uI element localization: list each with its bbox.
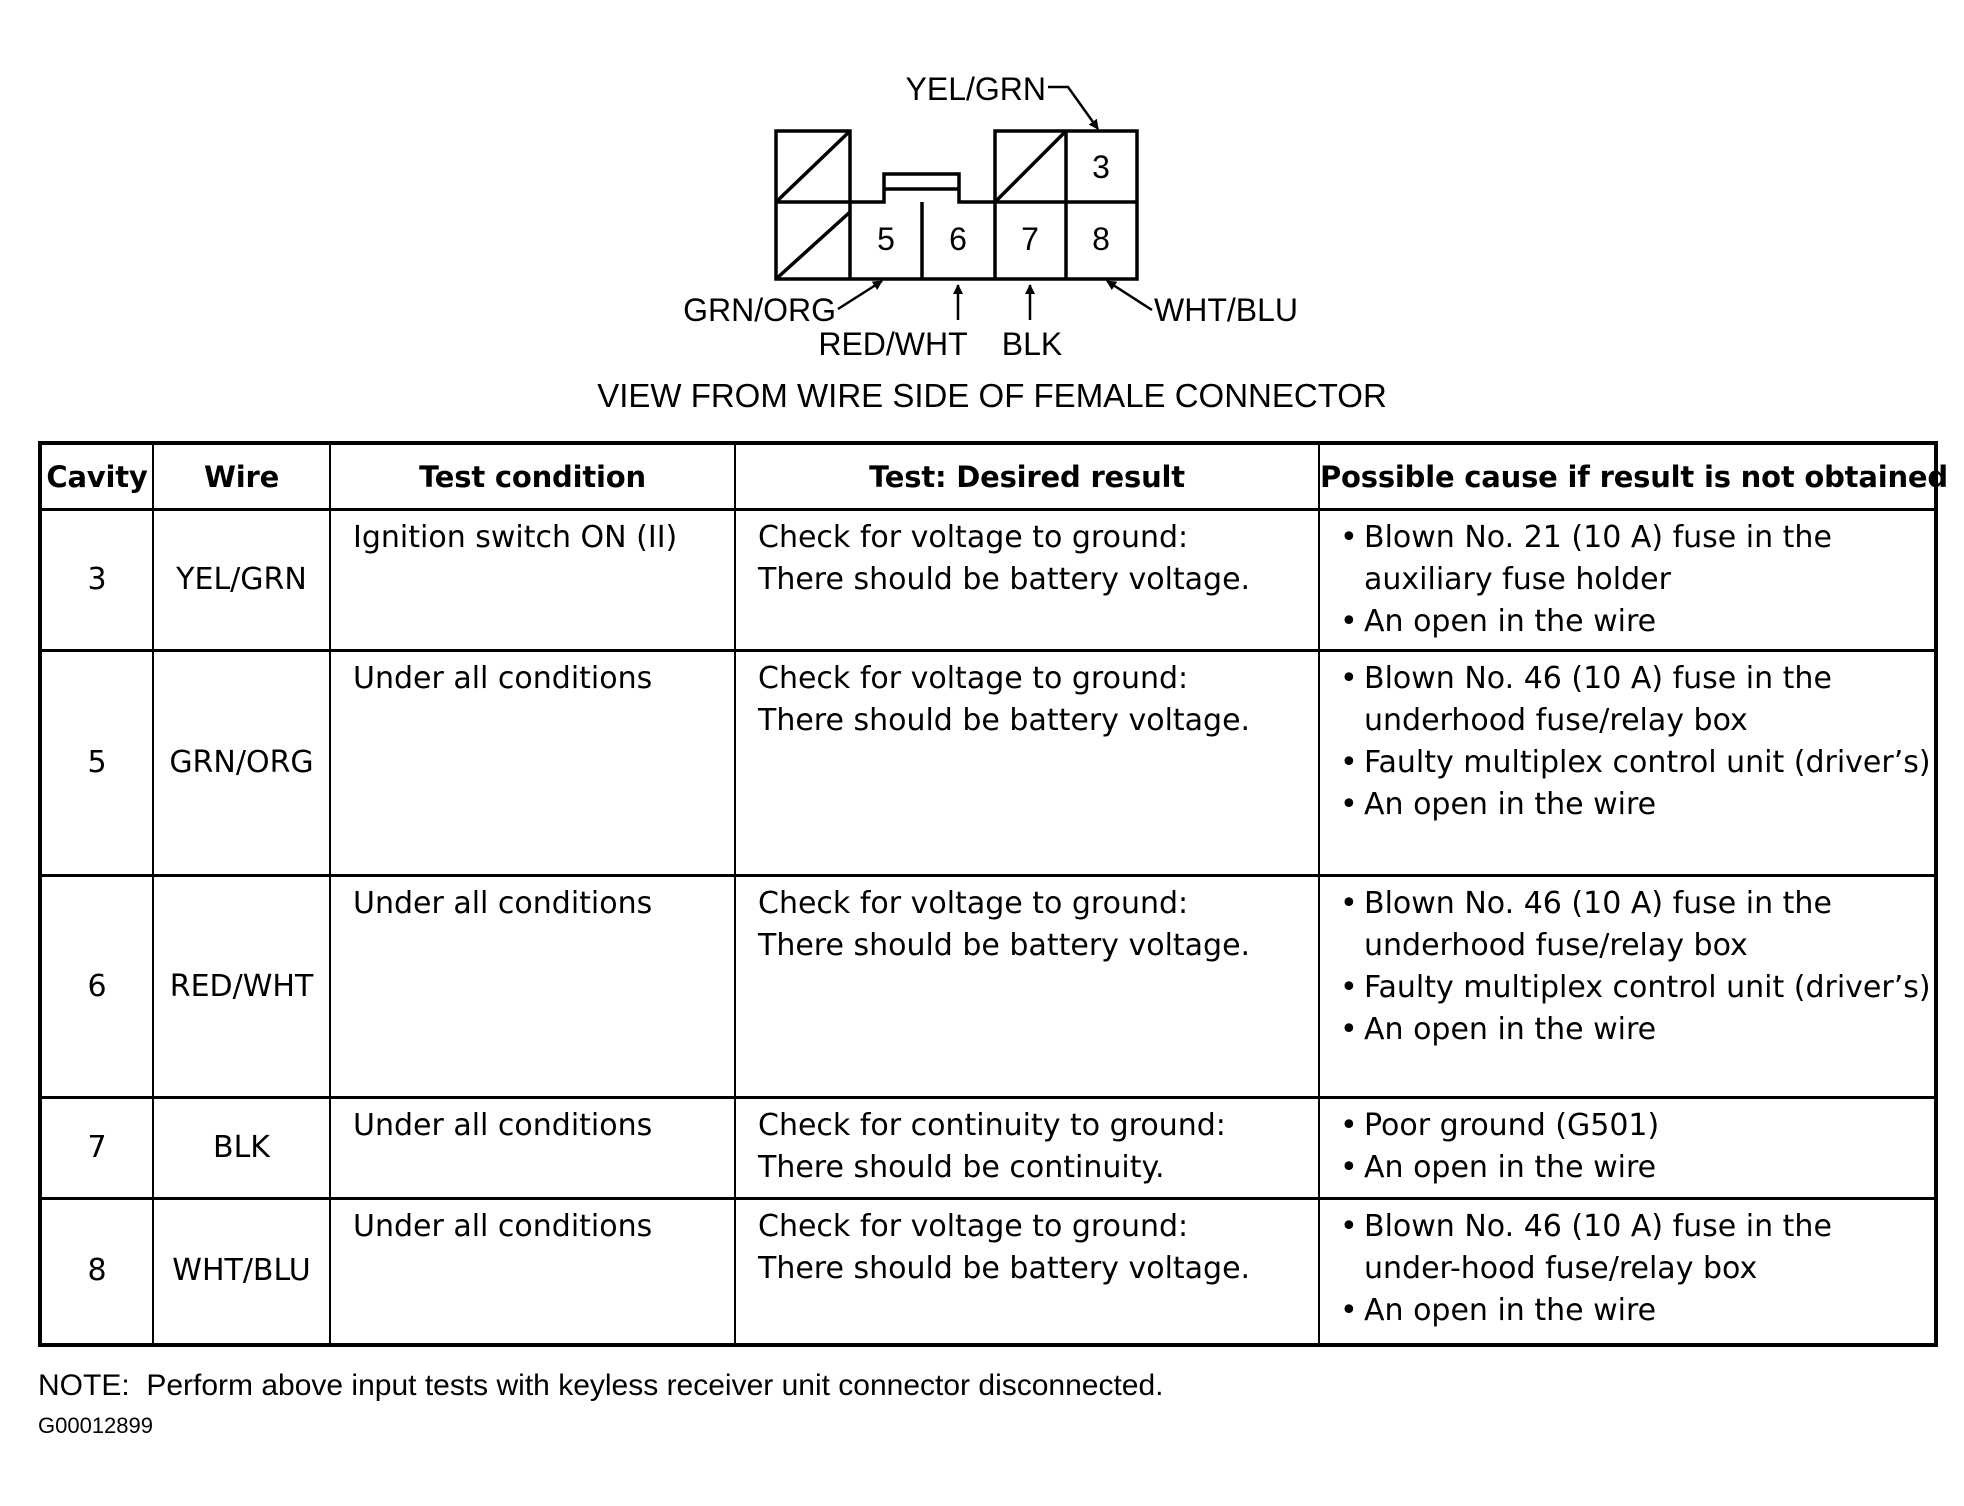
cause-cell (1319, 1098, 1936, 1199)
header-cavity: Cavity (40, 443, 153, 510)
wire-cell: BLK (153, 1098, 330, 1199)
wire-cell: RED/WHT (153, 876, 330, 1098)
wire-label-blk: BLK (1001, 326, 1063, 362)
table-row (40, 651, 1936, 876)
cavity-number-7: 7 (1021, 221, 1039, 257)
condition-cell: Under all conditions (330, 876, 735, 1098)
cause-cell (1319, 651, 1936, 876)
cavity-number-3: 3 (1092, 149, 1110, 185)
wire-label-red-wht: RED/WHT (818, 326, 968, 362)
wire-cell: GRN/ORG (153, 651, 330, 876)
header-possible-cause: Possible cause if result is not obtained (1319, 443, 1936, 510)
cause-item: • An open in the wire (1338, 1009, 1934, 1051)
wire-cell: YEL/GRN (153, 510, 330, 651)
cavity-cell: 8 (40, 1199, 153, 1345)
condition-cell: Under all conditions (330, 1098, 735, 1199)
cavity-number-5: 5 (877, 221, 895, 257)
result-line: Check for voltage to ground: (758, 520, 1189, 555)
table-row (40, 510, 1936, 651)
cause-item: • An open in the wire (1338, 1290, 1934, 1332)
table-header-row (40, 443, 1936, 510)
wire-cell: WHT/BLU (153, 1199, 330, 1345)
connector-caption: VIEW FROM WIRE SIDE OF FEMALE CONNECTOR (597, 377, 1387, 414)
cavity-number-8: 8 (1092, 221, 1110, 257)
table-row (40, 876, 1936, 1098)
connector-diagram (0, 0, 1964, 430)
cause-item: • Blown No. 21 (10 A) fuse in the auxiliary fuse holder (1338, 517, 1934, 601)
cause-item: • An open in the wire (1338, 601, 1934, 643)
cavity-number-6: 6 (949, 221, 967, 257)
cause-item: • An open in the wire (1338, 784, 1934, 826)
header-desired-result: Test: Desired result (735, 443, 1319, 510)
cavity-cell: 7 (40, 1098, 153, 1199)
cause-cell (1319, 510, 1936, 651)
result-cell (735, 1098, 1319, 1199)
result-line: There should be battery voltage. (758, 703, 1251, 738)
condition-cell: Under all conditions (330, 651, 735, 876)
cause-cell (1319, 876, 1936, 1098)
table-row (40, 1098, 1936, 1199)
cause-item: • Blown No. 46 (10 A) fuse in the underhood fuse/relay box (1338, 883, 1934, 967)
wire-label-yel-grn: YEL/GRN (905, 71, 1046, 107)
result-line: There should be battery voltage. (758, 1251, 1251, 1286)
result-cell (735, 651, 1319, 876)
result-cell (735, 1199, 1319, 1345)
blocked-cavity-slash (776, 131, 850, 202)
result-line: Check for voltage to ground: (758, 661, 1189, 696)
wire-label-grn-org: GRN/ORG (683, 292, 836, 328)
result-line: There should be continuity. (758, 1150, 1165, 1185)
cavity-cell: 6 (40, 876, 153, 1098)
result-line: There should be battery voltage. (758, 562, 1251, 597)
blocked-cavity-slash (995, 131, 1066, 202)
result-line: Check for voltage to ground: (758, 1209, 1189, 1244)
connector-test-table (38, 441, 1948, 1347)
cavity-cell: 5 (40, 651, 153, 876)
cause-item: • An open in the wire (1338, 1147, 1934, 1189)
cause-cell (1319, 1199, 1936, 1345)
wire-label-wht-blu: WHT/BLU (1154, 292, 1298, 328)
result-cell (735, 876, 1319, 1098)
cause-item: • Blown No. 46 (10 A) fuse in the underhood fuse/relay box (1338, 658, 1934, 742)
cause-item: • Poor ground (G501) (1338, 1105, 1934, 1147)
condition-cell: Ignition switch ON (II) (330, 510, 735, 651)
cause-item: • Faulty multiplex control unit (driver’s) (1338, 967, 1934, 1009)
result-line: Check for continuity to ground: (758, 1108, 1226, 1143)
table-row (40, 1199, 1936, 1345)
cavity-cell: 3 (40, 510, 153, 651)
cause-item: • Blown No. 46 (10 A) fuse in the under-hood fuse/relay box (1338, 1206, 1934, 1290)
result-line: There should be battery voltage. (758, 928, 1251, 963)
blocked-cavity-slash (776, 212, 850, 279)
condition-cell: Under all conditions (330, 1199, 735, 1345)
header-wire: Wire (153, 443, 330, 510)
note-text: NOTE: Perform above input tests with keyless receiver unit connector disconnected. (38, 1369, 1164, 1402)
result-cell (735, 510, 1319, 651)
header-test-condition: Test condition (330, 443, 735, 510)
result-line: Check for voltage to ground: (758, 886, 1189, 921)
cause-item: • Faulty multiplex control unit (driver’s) (1338, 742, 1934, 784)
figure-id: G00012899 (38, 1413, 153, 1438)
